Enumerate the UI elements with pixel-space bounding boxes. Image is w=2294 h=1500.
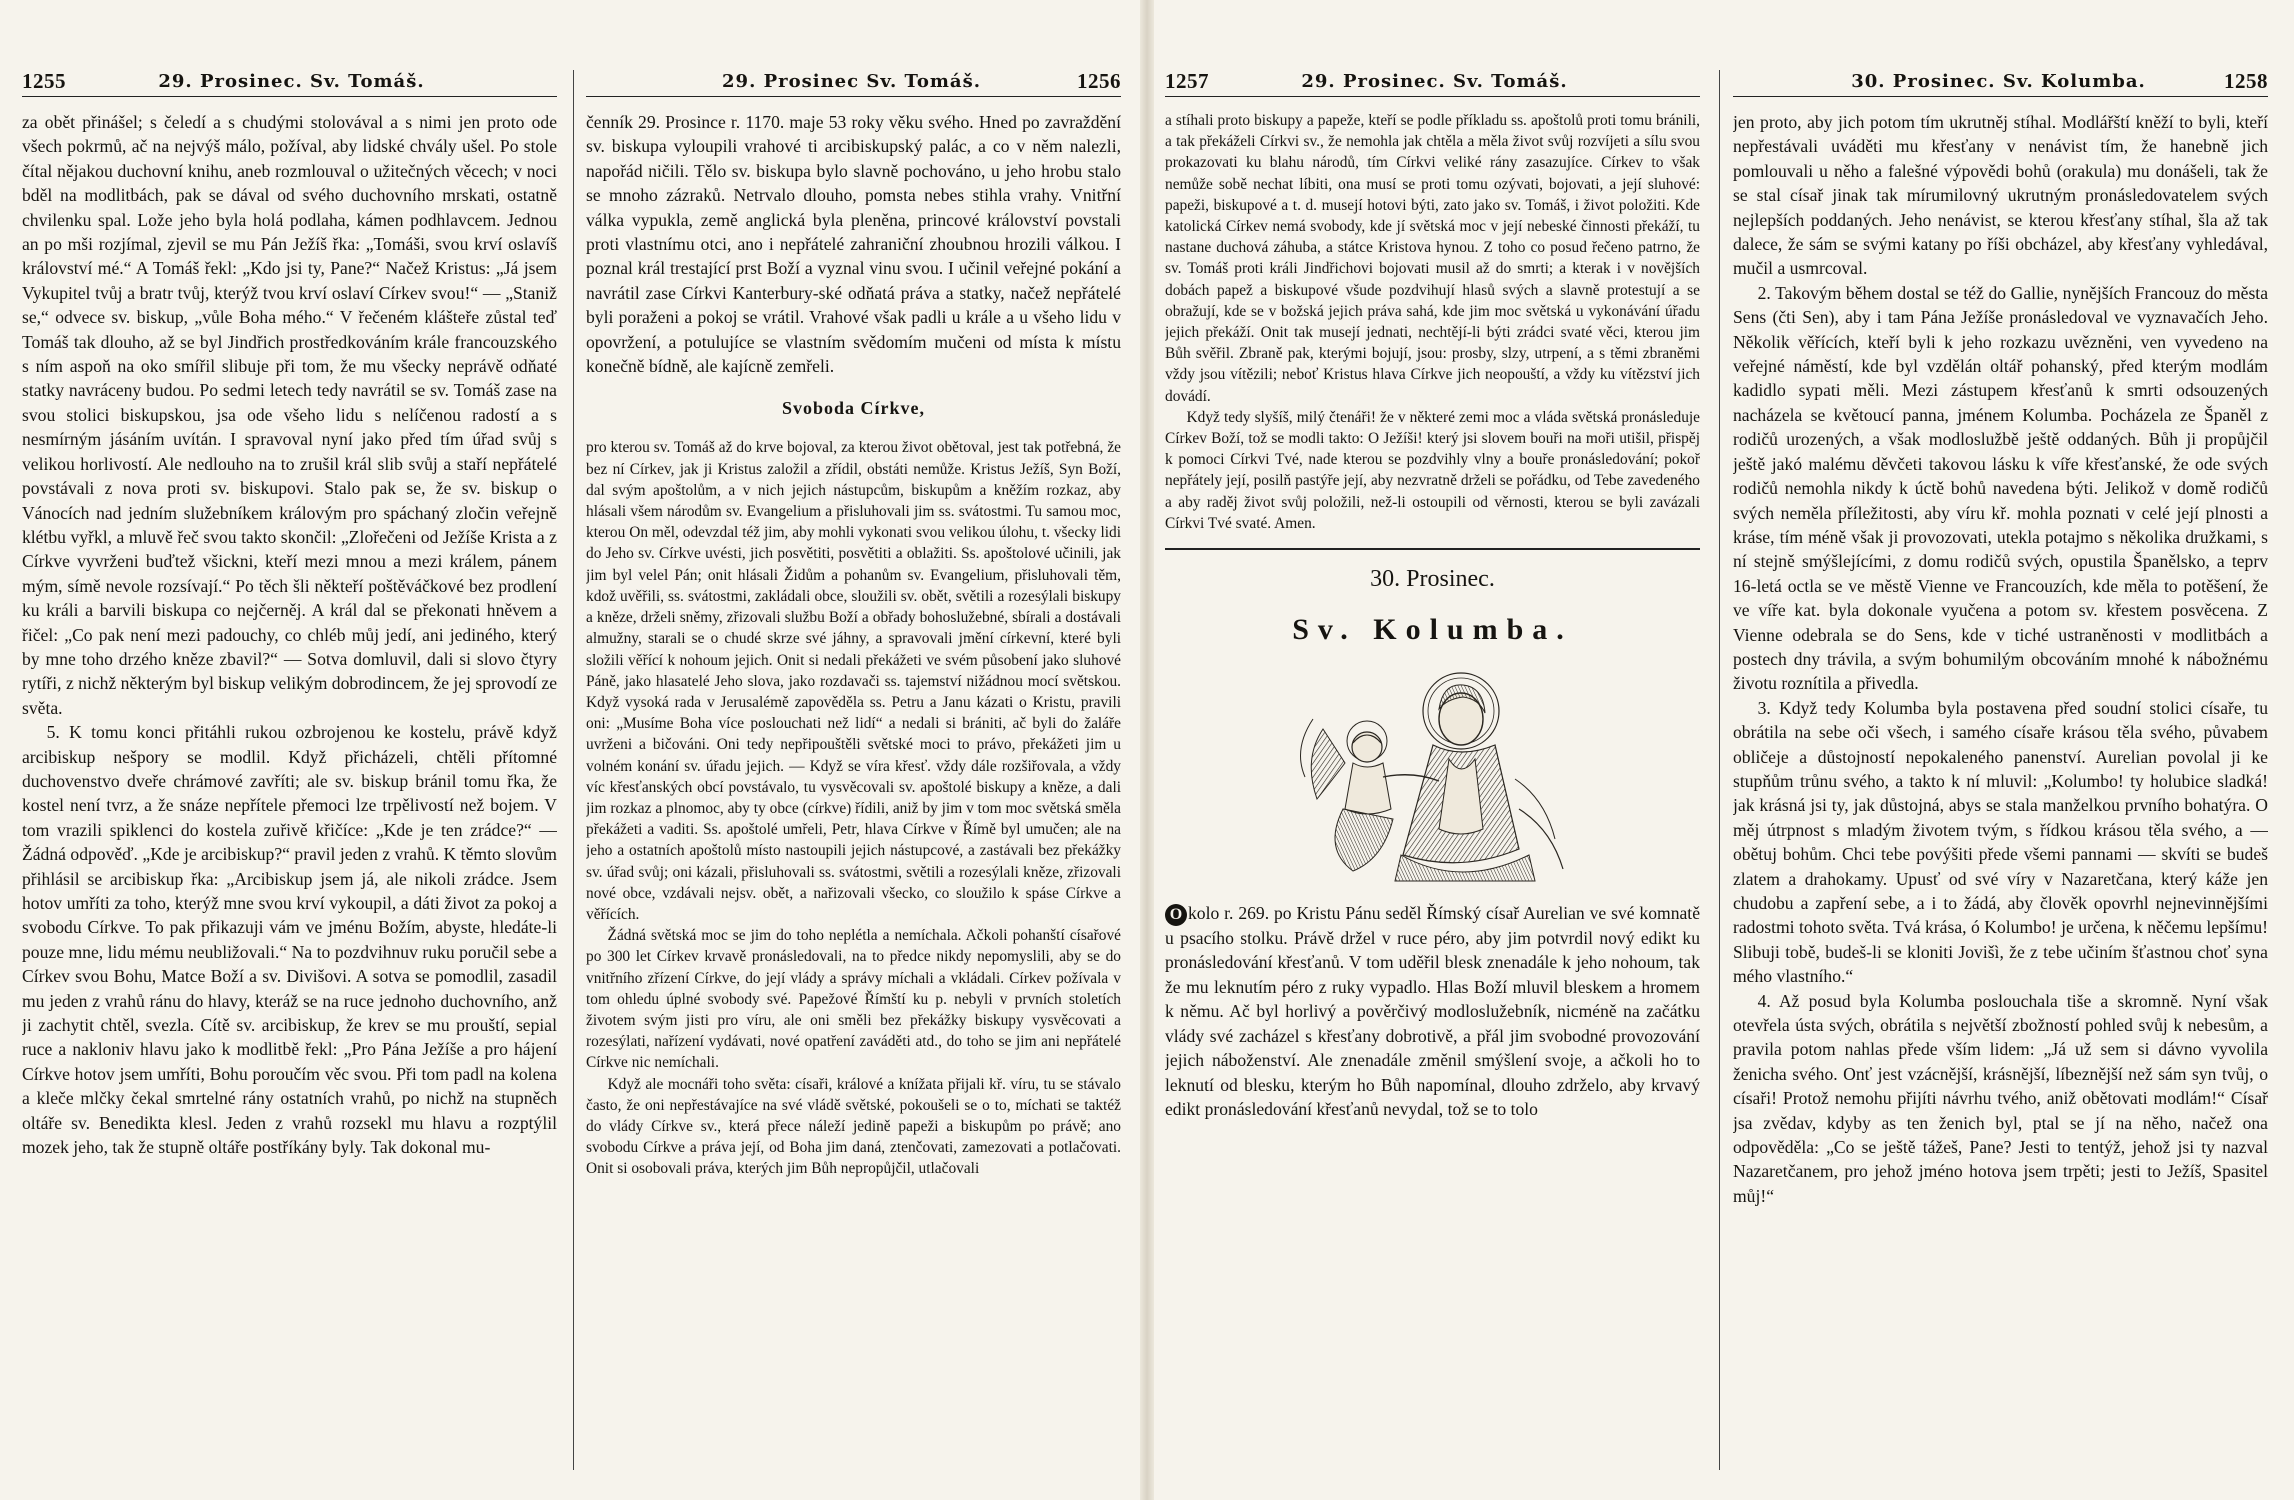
- running-title: 29. Prosinec Sv. Tomáš.: [722, 70, 981, 92]
- date-heading: 30. Prosinec.: [1370, 566, 1495, 593]
- column-1255: [22, 110, 557, 1159]
- page-number: 1258: [2223, 68, 2268, 93]
- page-header-1255: [22, 66, 557, 97]
- intro-text: kolo r. 269. po Kristu Pánu seděl Římský císař Aurelian ve své komnatě u psacího stolku. Právě držel v ruce péro, aby jim potvrdil nový edikt ku pronásledování křesťanů. V tom uděřil blesk znenadále k jeho nohoum, tak že mu leknutím péro z ruky vypadlo. Hlas Boží mluvil bleskem a hromem k němu. Ač byl horlivý a pověrčivý modloslužebník, nicméně na začátku vlády své zacházel s křesťany dobrotivě, a přál jim svobodné provozování jejich náboženství. Ale znenadále změnil smýšlení svoje, a ačkoli ho to leknutí od blesku, kterým ho Bůh napomínal, dlouho zdrželo, aby krvavý edikt pronásledování křesťanů nevydal, tož se to tolo: [1165, 903, 1700, 1119]
- column-rule: [573, 70, 574, 1470]
- saint-engraving: [1165, 659, 1700, 889]
- page-header-1257: [1165, 66, 1700, 97]
- column-1256: [586, 110, 1121, 1180]
- paragraph: 3. Když tedy Kolumba byla postavena před soudní stolici císaře, tu obrátila na sebe oči všech, i samého císaře krásou těla svého, půvabem obličeje a důstojností nepokaleného panenství. Aurelian povolal ji ke stupňům trůnu svého, a takto k ní mluvil: „Kolumbo! ty holubice sladká! jak krásná jsi ty, jak důstojná, abys se stala manželkou prvního bohatýra. O měj útrpnost s mladým životem tvým, s řídkou krásou těla svého, a — obětuj bohům. Chci tebe povýšiti přede všemi pannami — skvíti se budeš zlatem a drahokamy. Upusť od své víry v Nazaretčana, který káže jen chudobu a zapření sebe, a i to žádá, aby člověk opovrhl nejnevinnějšími radostmi tohoto světa. Tvá krása, ó Kolumbo! je určena, k něčemu lepšímu! Slibuji tobě, budeš-li se kloniti Jovišì, že z tebe učiním šťastnou choť syna mého vlastního.“: [1733, 697, 2268, 987]
- column-rule: [1719, 70, 1720, 1470]
- page-header-1258: [1733, 66, 2268, 97]
- page-header-1256: [586, 66, 1121, 97]
- paragraph: a stíhali proto biskupy a papeže, kteří se podle příkladu ss. apoštolů proti tomu bránili, a tak překáželi Církvi sv., že nemohla jak chtěla a měla život svůj rozvíjeti a sílu svou prokazovati ku blahu národů, tím Církvi veliké rány zasazujíce. Církev to však nemůže sobě nechat líbiti, ona musí se proti tomu ozývati, bojovati, a její sluhové: papeži, biskupové a t. d. musejí hotovi býti, zato jako sv. Tomáš, i život položiti. Kde katolická Církev nemá svobody, kde jí světská moc v její nebeské činnosti překáží, tu nastane duchová záhuba, a státce Kristova hynou. Z toho co posud řečeno patrno, že sv. Tomáš proti králi Jindřichovi bojovati musil až do smrti; a kterak i v novějších dobách papež a biskupové všude pozdvihují hlasů svých a slavně protestují a se obražují, kde se v božská jejich práva sahá, kde jim moc světská u vykonávání úřadu jejich překáží. Onit tak musejí jednati, nechtějí-li býti zrádci svaté věci, kterou jim Bůh svěřil. Zbraně pak, kterými bojují, jsou: prosby, slzy, utrpení, a s těmi zbraněmi vždy jsou vítězili; neboť Kristus hlava Církve jich neopouští, a vždy ku vítězství jich dovádí.: [1165, 112, 1700, 405]
- paragraph: 4. Až posud byla Kolumba poslouchala tiše a skromně. Nyní však otevřela ústa svých, obrátila s největší zbožností pohled svůj k nebesům, a pravila potom nahlas přede vším lidem: „Já už sem si dávno vyvolila ženicha svého. Onť jest vzácnější, krásnější, líbeznější než sám syn tvůj, o císaři! Protož nemohu přijíti návrhu tvého, aniž obětovati modlám!“ Císař jsa zvědav, kdyby as ten ženich byl, ptal se jí na něho, načež ona odpověděla: „Co se ještě tážeš, Pane? Jesti to tentýž, jehož jsi ty nazval Nazaretčanem, pro jehož jméno hotova jsem trpěti; jesti to Ježíš, Spasitel můj!“: [1733, 990, 2268, 1206]
- paragraph: pro kterou sv. Tomáš až do krve bojoval, za kterou život obětoval, jest tak potřebná, že bez ní Církev, jak ji Kristus založil a zřídil, obstáti nemůže. Kristus Ježíš, Syn Boží, dal svým apoštolům, a v nich jejich nástupcům, biskupům a kněžím rozkaz, aby hlásali všem národům sv. Evangelium a přisluhovali jim ss. svátostmi. Tu samou moc, kterou On měl, odevzdal též jim, aby mohli vykonati svou velikou úlohu, t. všecky lidi do Jeho sv. Církve uvésti, jich posvětiti, posvětiti a oblažiti. Ss. apoštolové učinili, jak jim byl velel Pán; onit hlásali Židům a pohanům sv. Evangelium, přisluhovali těm, kdož uvěřili, ss. svátostmi, zakládali obce, sloužili sv. obět, světili a rozesýlali biskupy a kněze, drželi sněmy, zřizovali službu Boží a obřady bohoslužebné, sbírali a dostávali almužny, starali se o chudé skrze své jáhny, a spravovali jmění církevní, které byli složili věřící k nohoum jejich. Onit si nedali překážeti ve svém působení jako sluhové Páně, jako hlasatelé Jeho slova, jako rozdavači ss. tajemství nižádnou mocí světskou. Když vysoká rada v Jerusalémě zapověděla ss. Petru a Janu kázati o Kristu, pravili oni: „Musíme Boha více poslouchati než lidí“ a nedali si brániti, ač byli do žaláře uvrženi a bičováni. Oni tedy nepřipouštěli světské moci to právo, překážeti jim u volném konání sv. úřadu jejich. — Když se víra křesť. vždy dále rozšiřovala, a vždy víc křesťanských obcí povstávalo, tu vysvěcovali sv. apoštolé biskupy a kněze, a dali jim rozkaz a plnomoc, aby ty obce (církve) řídili, aniž by jim v tom moc světská směla překážeti a vaditi. Ss. apoštolé umřeli, Petr, hlava Církve v Římě byl umučen; ale na jeho a ostatních apoštolů místo nastoupili jejich nástupcové, a zastávali bez překážky sv. úřad svůj; oni kázali, přisluhovali ss. svátostmi, světili a rozesýlali kněze, zřizovali nové obce, vzdávali nejsv. obět, a nařizovali všecko, co sloužilo k spáse Církve a věřících.: [586, 439, 1121, 923]
- running-title: 29. Prosinec. Sv. Tomáš.: [1301, 70, 1568, 92]
- paragraph: Když tedy slyšíš, milý čtenáři! že v některé zemi moc a vláda světská pronásleduje Církev Boží, tož se modli takto: O Ježíši! který jsi slovem bouři na moři utišil, přispěj k pomoci Církvi Tvé, nade kterou se pozdvihly vlny a bouře pronásledování; pokoř nepřátely její, posilň pastýře její, aby nezvratně drželi se pořádku, od Tebe zavedeného a aby raděj život svůj položili, než-li ostoupili od věrnosti, kterou se byli zavázali Církvi Tvé svaté. Amen.: [1165, 408, 1700, 532]
- section-divider: [1165, 548, 1700, 550]
- dropcap-letter: O: [1165, 904, 1187, 926]
- paragraph: Když ale mocnáři toho světa: císaři, králové a knížata přijali kř. víru, tu se stávalo často, že oni nepřestávajíce na své vládě světské, pokoušeli se o to, míchati se taktéž do vlády Církve sv., která přece náleží jedině papeži a biskupům po právě; ano svobodu Církve a práva její, od Boha jim daná, ztenčovati, zamezovati a potlačovati. Onit si osobovali práva, kterých jim Bůh nepropůjčil, utlačovali: [586, 1075, 1121, 1178]
- page-number: 1255: [22, 68, 66, 93]
- paragraph: čenník 29. Prosince r. 1170. maje 53 roky věku svého. Hned po zavraždění sv. biskupa vyloupili vrahové ti arcibiskupský palác, a co v něm nalezli, napořád ničili. Tělo sv. biskupa bylo slavně pochováno, u jeho hrobu stalo se mnoho zázraků. Netrvalo dlouho, pomsta nebes stihla vrahy. Vnitřní válka vypukla, země anglická byla pleněna, princové království povstali proti vlastnímu otci, ano i nepřátelé zahraniční zhoubnou hrozili válkou. I poznal král trestající prst Boží a vyznal vinu svou. I učinil veřejné pokání a navrátil zase Církvi Kanterbury-ské odňatá práva a statky, načež nepřátelé byli poraženi a pokoj se vrátil. Vrahové však padli u krále a u všeho lidu v opovržení, a potulujíce se vlastním svědomím mučeni od místa k místu konečně bídně, ale kajícně zemřeli.: [586, 112, 1121, 377]
- running-title: 29. Prosinec. Sv. Tomáš.: [158, 70, 425, 92]
- paragraph: Žádná světská moc se jim do toho neplétla a nemíchala. Ačkoli pohanští císařové po 300 let Církev krvavě pronásledovali, na to předce nikdy nepomyslili, aby se do vnitřního zřízení Církve, do její vlády a správy míchali a vkládali. Církev požívala v tom ohledu úplné svobody své. Papežové Římští ku p. nebyli v prvních stoletích životem svým jisti pro víru, ale oni směli bez překážky biskupy vysvěcovati a rozesýlati, nařízení vydávati, nové opatření zaváděti atd., do toho se jim ani nepřátelé Církve nic nemíchali.: [586, 927, 1121, 1072]
- column-1258: [1733, 110, 2268, 1208]
- paragraph-intro: [1165, 901, 1700, 1121]
- column-1257: [1165, 110, 1700, 1121]
- paragraph: 2. Takovým během dostal se též do Gallie, nynějších Francouz do města Sens (čti Sen), aby i tam Pána Ježíše pronásledoval ve vyznavačích Jeho. Několik věřících, kteří byli k jeho rozkazu uvězněni, ven vyvedeno na veřejné náměstí, kde byl vzdělán oltář pohanský, před kterým modlám kadidlo sypati měli. Mezi zástupem křesťanů k smrti odsouzených nacházela se květoucí panna, jménem Kolumba. Pocházela ze Španěl z rodičů urozených, a však modloslužbě ještě oddaných. Bůh ji propůjčil ještě jakó malému děvčeti takovou lásku k víře křesťanské, že ode svých rodičů nemohla nikdy k úctě bohů navedena býti. Jelikož v domě rodičů svých neměla příležitosti, aby víru kř. mohla poznati v celé její plnosti a kráse, tím méně však ji provozovati, utekla potajmo s několika družkami, s ní stejně smýšlejícími, z domu rodičů svých, opustila Španělsko, a teprv 16-letá octla se ve městě Vienne ve Francouzích, kde měla to potěšení, že ve víře kat. byla dokonale vyučena a potom sv. křestem posvěcena. Z Vienne odebrala se do Sens, kde v tiché ustraněnosti v modlitbách a postech dny trávila, a svým bohumilým obcováním mnohé k nábožnému životu roznítila a přivedla.: [1733, 282, 2268, 694]
- page-number: 1256: [1077, 68, 1121, 93]
- paragraph: 5. K tomu konci přitáhli rukou ozbrojenou ke kostelu, právě když arcibiskup nešpory se modlil. Když přicházeli, chtěli přítomné duchovenstvo dveře chrámové zavříti; ale sv. biskup bránil tomu řka, že kostel není tvrz, a že snáze nepřítele přemoci lze trpělivostí než bojem. V tom vrazili spiklenci do kostela zuřivě křičíce: „Kde je ten zrádce?“ — Žádná odpověď. „Kde je arcibiskup?“ pravil jeden z vrahů. K těmto slovům přihlásil se arcibiskup řka: „Arcibiskup jsem já, ale nikoli zrádce. Jsem hotov umříti za toho, kterýž mne svou krví vykoupil, a dáti život za pokoj a svobodu Církve. To pak přikazuji vám ve jménu Božím, abyste, hledáte-li pouze mne, lidu mému neubližovali.“ Na to pozdvihnuv ruku poručil sebe a Církev svou Bohu, Matce Boží a sv. Divišovi. A sotva se pomodlil, zasadil mu jeden z vrahů ránu do hlavy, kteráž se na ruce jednoho duchovního, anž ji zachytit chtěl, svezla. Cítě sv. arcibiskup, že krev se mu prouští, sepial ruce a nakloniv hlavu jako k modlitbě řekl: „Pro Pána Ježíše a pro hájení Církve hotov jsem umříti, Bohu poroučím věc svou. Při tom padl na kolena a kleče mlčky čekal smrtelné rány ostatních vrahů, po nichž na stupněch oltáře sv. Benedikta klesl. Jeden z vrahů rozsekl mu hlavu a rozptýlil mozek jeho, tak že stupně oltáře postříkány byly. Tak dokonal mu-: [22, 722, 557, 1158]
- page-number: 1257: [1165, 68, 1209, 93]
- running-title: 30. Prosinec. Sv. Kolumba.: [1851, 70, 2146, 92]
- saint-columba-with-angel-illustration: [1283, 659, 1583, 889]
- paragraph: za obět přinášel; s čeledí a s chudými stolovával a s nimi jen proto ode všech pokrmů, ač na nejvýš málo, požíval, aby lidské chvály ušel. Po stole čítal nějakou duchovní knihu, aneb rozmlouval o užitečných věcech; v noci bděl na modlitbách, pak se dával od svého duchovního mrskati, ostatně chvilenku spal. Lože jeho byla holá podlaha, kámen podhlavcem. Jednou an po mši rozjímal, zjevil se mu Pán Ježíš řka: „Tomáši, svou krví oslavíš království mé.“ A Tomáš řekl: „Kdo jsi ty, Pane?“ Načež Kristus: „Já jsem Vykupitel tvůj a bratr tvůj, kterýž tvou krví oslaví Církev svou!“ — „Staniž se,“ odvece sv. biskup, „vůle Boha mého.“ V řečeném klášteře zůstal teď Tomáš tak dlouho, až se byl Jindřich prostředkováním krále francouzského s ním aspoň na oko smířil slibuje při tom, že mu všecky neprávě odňaté statky navráceny budou. Po sedmi letech tedy navrátil se sv. Tomáš zase na svou stolici biskupskou, jsa ode všeho lidu s nelíčenou radostí a s nesmírným jásáním uvítán. I spravoval nyní jako před tím úřad svůj s velikou horlivostí. Ale nedlouho na to zrušil král slib svůj a staří nepřátelé povstávali z nova proti sv. biskupovi. Stalo pak se, že sv. biskup o Vánocích nad jedním služebníkem královým pro spáchaný zločin veřejně klétbu vyřkl, a mluvě řeč svou takto skončil: „Zlořečeni od Ježíše Krista a z Církve vyvrženi buďtež všickni, kteří mezi mnou a mezi králem, pánem mým, símě nevole rozsívají.“ Po těch šli někteří poštěváčkové bez prodlení ku králi a barvili biskupa co nejčerněj. A král dal se překonati hněvem a řičel: „Co pak není mezi padouchy, co chléb můj jedí, ani jediného, který by mne toho drzého kněze zbavil?“ — Sotva domluvil, dali si slovo čtyry rytíři, z nichž některým byl biskup velikým dobrodincem, že jej sprovodí ze světa.: [22, 112, 557, 718]
- section-title: Svoboda Církve,: [781, 398, 926, 419]
- saint-heading: Sv. Kolumba.: [1292, 613, 1573, 647]
- paragraph: jen proto, aby jich potom tím ukrutněj stíhal. Modlářští kněží to byli, kteří nepřestávali uváděti mu křesťany v nenávist tím, že hanebně jich pomlouvali u něho a falešné výpovědi bohů (orakula) mu donášeli, tak že se stal císař jinak tak mírumilovný ukrutným pronásledovatelem svých nejlepších poddaných. Jeho nenávist, se kterou křesťany stíhal, šla až tak dalece, že sám se svými katany po říši obcházel, aby křesťany vyhledával, mučil a usmrcoval.: [1733, 112, 2268, 279]
- right-page: [1147, 0, 2294, 1500]
